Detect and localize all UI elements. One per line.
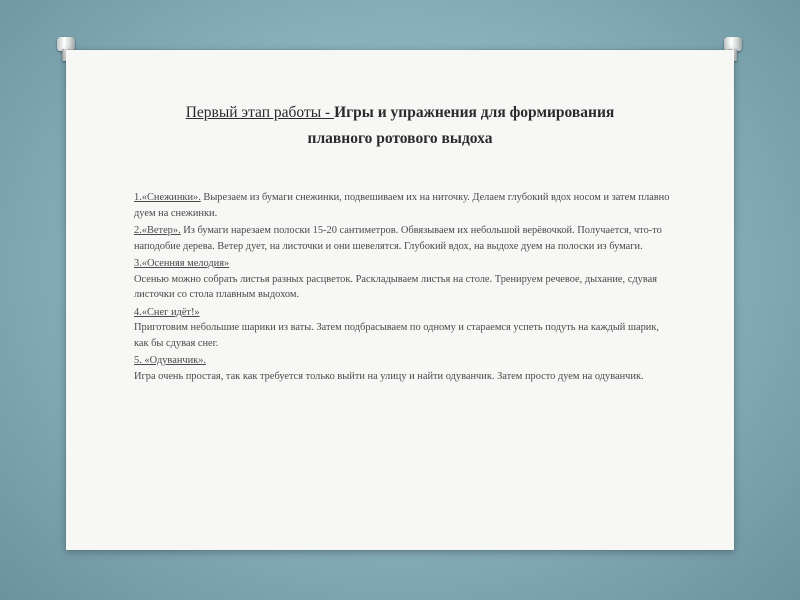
item-3-label: 3.«Осенняя мелодия»: [134, 258, 230, 269]
list-item: [134, 190, 674, 221]
item-3-text: Осенью можно собрать листья разных расцветок. Раскладываем листья на столе. Тренируем речевое, дыхание, сдувая листочки со стола плавным выдохом.: [134, 273, 657, 300]
item-5-text: Игра очень простая, так как требуется только выйти на улицу и найти одуванчик. Затем просто дуем на одуванчик.: [134, 370, 644, 382]
title-bold-line1: Игры и упражнения для формирования: [334, 104, 615, 121]
list-item: [134, 353, 674, 384]
title-bold-line2: плавного ротового выдоха: [307, 130, 493, 147]
slide-title: [152, 100, 648, 152]
item-2-text: Из бумаги нарезаем полоски 15-20 сантиметров. Обвязываем их небольшой верёвочкой. Получается, что-то наподобие дерева. Ветер дует, на листочки и они шевелятся. Глубокий вдох, на выдохе дуем на полоски из бумаги.: [134, 225, 662, 252]
title-lead: Первый этап работы -: [185, 104, 335, 121]
item-1-text: Вырезаем из бумаги снежинки, подвешиваем их на ниточку. Делаем глубокий вдох носом и затем плавно дуем на снежинки.: [134, 192, 670, 219]
list-item: [134, 256, 674, 303]
item-2-label: 2.«Ветер».: [134, 225, 181, 236]
slide-board: [66, 50, 734, 550]
list-item: [134, 305, 674, 352]
list-item: [134, 223, 674, 254]
item-1-label: 1.«Снежинки».: [134, 192, 201, 203]
exercise-list: [134, 190, 674, 386]
item-5-label: 5. «Одуванчик».: [134, 355, 207, 366]
item-4-text: Приготовим небольшие шарики из ваты. Затем подбрасываем по одному и стараемся успеть подуть на каждый шарик, как бы сдувая снег.: [134, 322, 659, 349]
item-4-label: 4.«Снег идёт!»: [134, 306, 200, 318]
